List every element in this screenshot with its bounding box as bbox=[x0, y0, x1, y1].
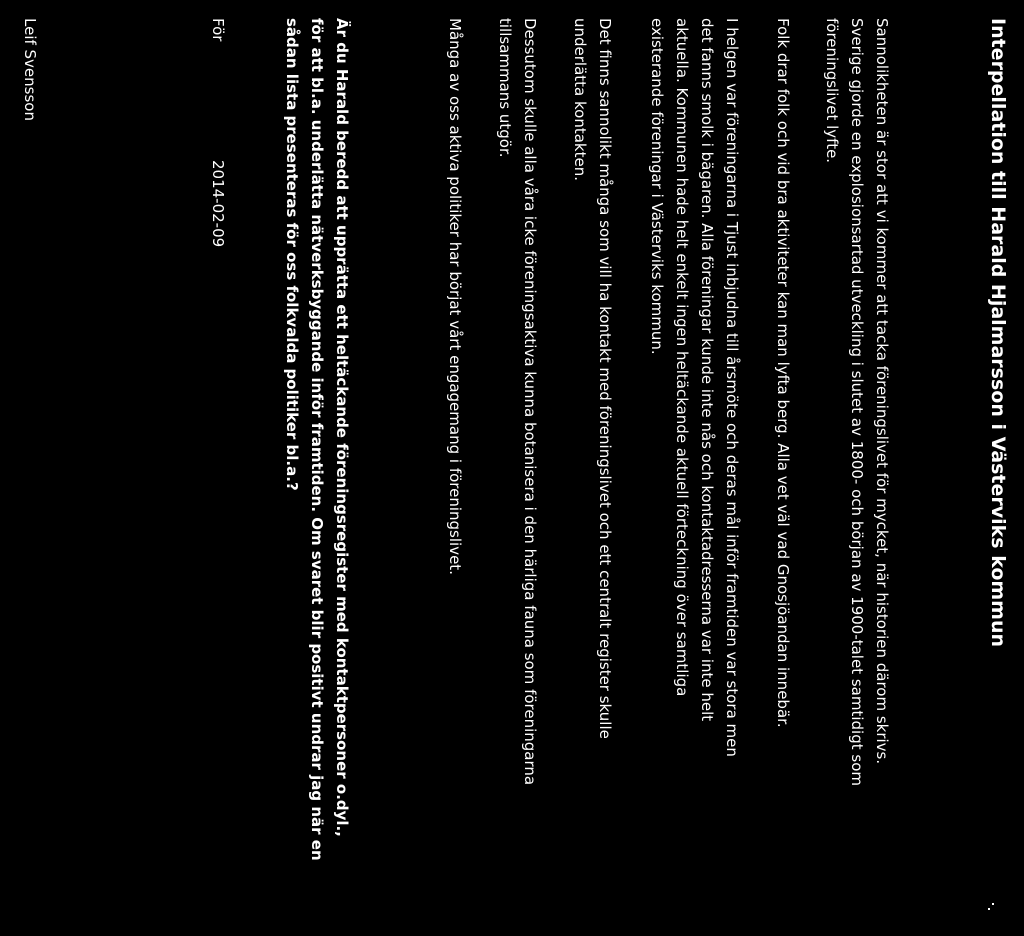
signature-name: Leif Svensson bbox=[21, 18, 39, 121]
paragraph-2-line-1: Folk drar folk och vid bra aktiviteter kan man lyfta berg. Alla vet väl vad Gnosjöandan innebär. bbox=[774, 18, 792, 728]
paragraph-3-line-4: existerande föreningar i Västerviks kommun. bbox=[648, 18, 666, 355]
paragraph-5-line-2: tillsammans utgör. bbox=[496, 18, 514, 158]
question-line-1: Är du Harald beredd att upprätta ett heltäckande föreningsregister med kontaktpersoner o.dyl., bbox=[333, 18, 351, 837]
paragraph-6-line-1: Många av oss aktiva politiker har börjat vårt engagemang i föreningslivet. bbox=[446, 18, 464, 575]
paragraph-1-line-2: Sverige gjorde en explosionsartad utveckling i slutet av 1800- och början av 1900-talet samtidigt som bbox=[848, 18, 866, 786]
paragraph-1-line-3: föreningslivet lyfte. bbox=[823, 18, 841, 164]
question-line-3: sådan lista presenteras för oss folkvalda politiker bl.a.? bbox=[283, 18, 301, 491]
paragraph-3-line-1: I helgen var föreningarna i Tjust inbjudna till årsmöte och deras mål inför framtiden var stora men bbox=[723, 18, 741, 757]
signature-for-label: För bbox=[209, 18, 227, 42]
question-line-2: för att bl.a. underlätta nätverksbyggande inför framtiden. Om svaret blir positivt undrar jag när en bbox=[308, 18, 326, 861]
paragraph-4-line-2: underlätta kontakten. bbox=[571, 18, 589, 181]
paragraph-3-line-2: det fanns smolk i bägaren. Alla föreningar kunde inte nås och kontaktadresserna var inte helt bbox=[698, 18, 716, 722]
document-title: Interpellation till Harald Hjalmarsson i Västerviks kommun bbox=[987, 18, 1009, 648]
paragraph-4-line-1: Det finns sannolikt många som vill ha kontakt med föreningslivet och ett centralt register skulle bbox=[596, 18, 614, 739]
signature-date: 2014-02-09 bbox=[209, 160, 227, 248]
paragraph-5-line-1: Dessutom skulle alla våra icke föreningsaktiva kunna botanisera i den härliga fauna som föreningarna bbox=[521, 18, 539, 786]
paragraph-3-line-3: aktuella. Kommunen hade helt enkelt ingen heltäckande aktuell förteckning över samtliga bbox=[673, 18, 691, 697]
paragraph-1-line-1: Sannolikheten är stor att vi kommer att tacka föreningslivet för mycket, när historien därom skrivs. bbox=[873, 18, 891, 765]
